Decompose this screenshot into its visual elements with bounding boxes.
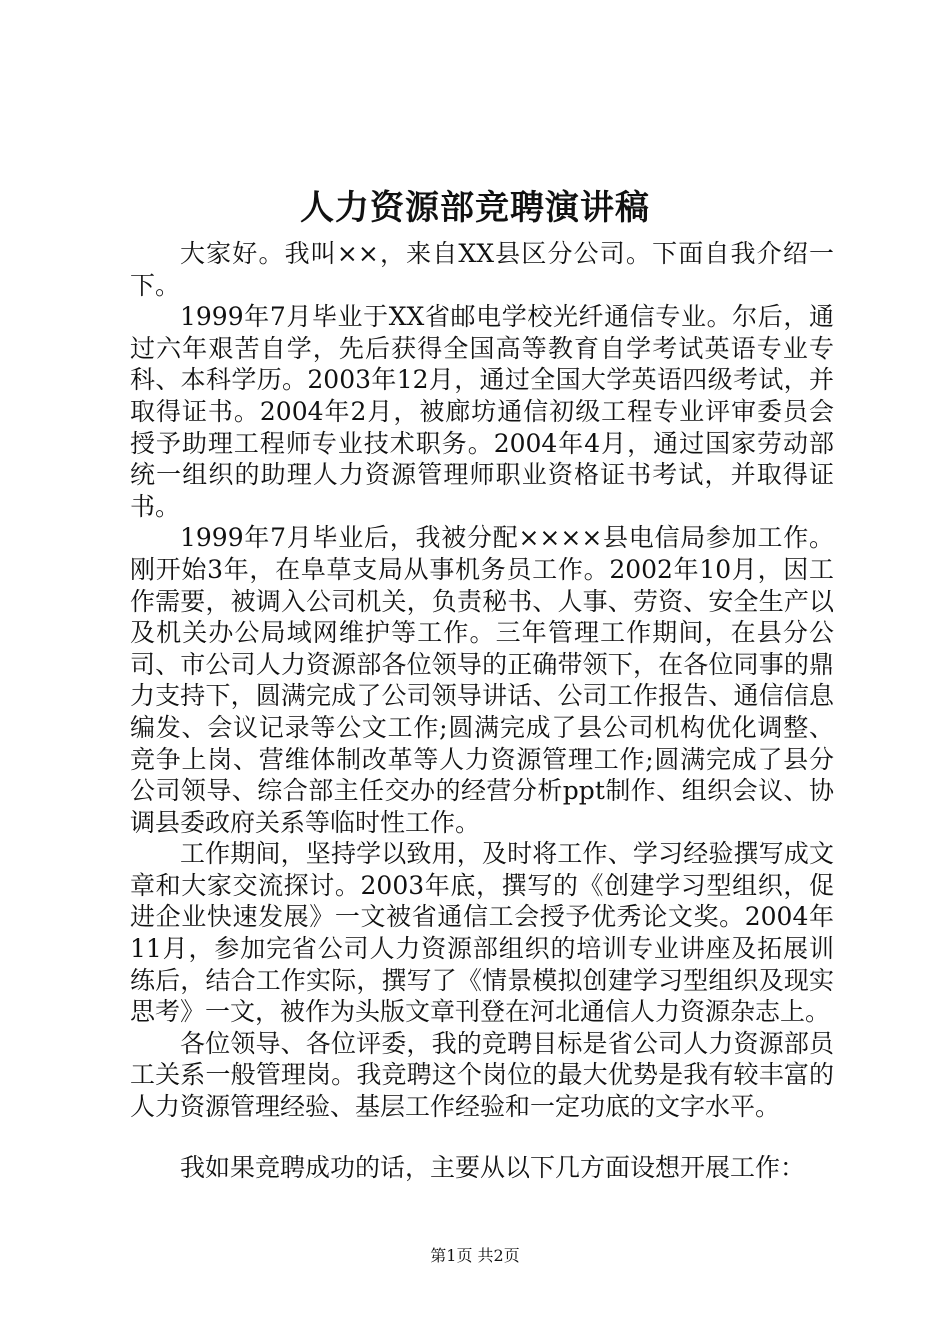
paragraph-plan: 我如果竞聘成功的话，主要从以下几方面设想开展工作： bbox=[180, 1152, 806, 1182]
page-footer: 第1页 共2页 bbox=[430, 1246, 520, 1265]
paragraph-target: 各位领导、各位评委，我的竞聘目标是省公司人力资源部员工关系一般管理岗。我竞聘这个岗位的最大优势是我有较丰富的人力资源管理经验、基层工作经验和一定功底的文字水平。 bbox=[130, 1028, 834, 1122]
paragraph-education: 1999年7月毕业于XX省邮电学校光纤通信专业。尔后，通过六年艰苦自学，先后获得全国高等教育自学考试英语专业专科、本科学历。2003年12月，通过全国大学英语四级考试，并取得证书。2004年2月，被廊坊通信初级工程专业评审委员会授予助理工程师专业技术职务。2004年4月，通过国家劳动部统一组织的助理人力资源管理师职业资格证书考试，并取得证书。 bbox=[130, 302, 834, 521]
paragraph-greeting: 大家好。我叫××，来自XX县区分公司。下面自我介绍一下。 bbox=[130, 239, 834, 300]
paragraph-work-history: 1999年7月毕业后，我被分配××××县电信局参加工作。刚开始3年，在阜草支局从事机务员工作。2002年10月，因工作需要，被调入公司机关，负责秘书、人事、劳资、安全生产以及机关办公局域网维护等工作。三年管理工作期间，在县分公司、市公司人力资源部各位领导的正确带领下，在各位同事的鼎力支持下，圆满完成了公司领导讲话、公司工作报告、通信信息编发、会议记录等公文工作;圆满完成了县公司机构优化调整、竞争上岗、营维体制改革等人力资源管理工作;圆满完成了县分公司领导、综合部主任交办的经营分析ppt制作、组织会议、协调县委政府关系等临时性工作。 bbox=[130, 523, 834, 837]
paragraph-writing: 工作期间，坚持学以致用，及时将工作、学习经验撰写成文章和大家交流探讨。2003年底，撰写的《创建学习型组织，促进企业快速发展》一文被省通信工会授予优秀论文奖。2004年11月，参加完省公司人力资源部组织的培训专业讲座及拓展训练后，结合工作实际，撰写了《情景模拟创建学习型组织及现实思考》一文，被作为头版文章刊登在河北通信人力资源杂志上。 bbox=[130, 839, 834, 1027]
document-title: 人力资源部竞聘演讲稿 bbox=[300, 188, 650, 228]
document-body bbox=[130, 238, 834, 1183]
